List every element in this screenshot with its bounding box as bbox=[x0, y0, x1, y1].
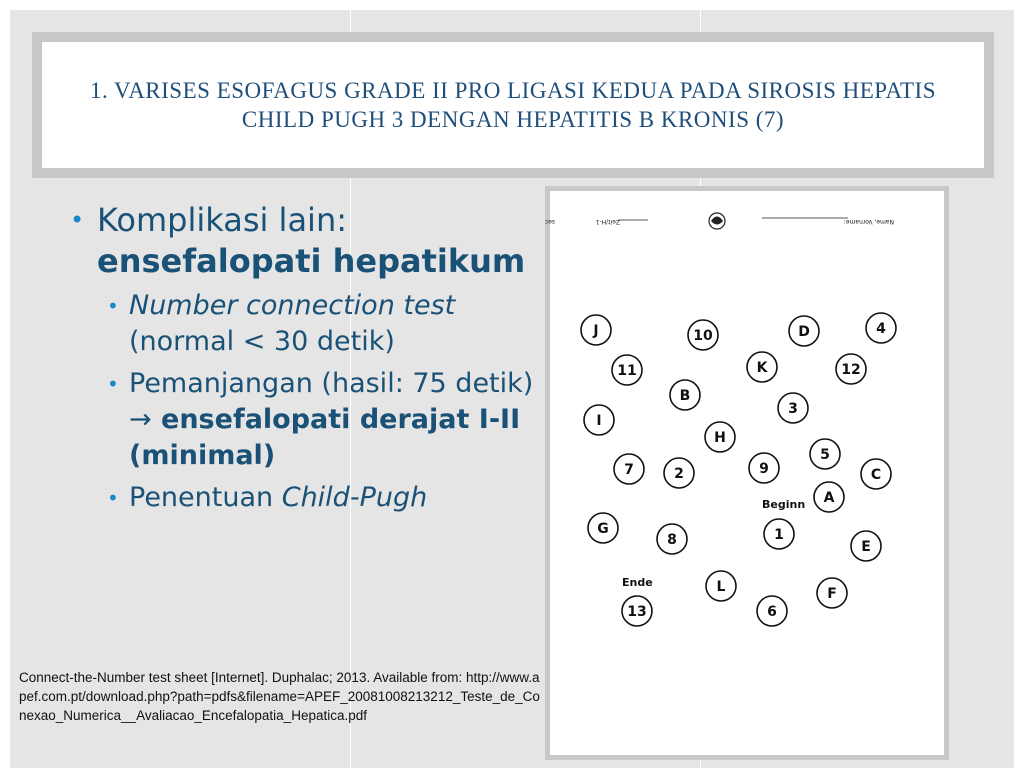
sub-bullet-text: Penentuan bbox=[129, 482, 282, 513]
sub-bullet-item bbox=[70, 480, 540, 516]
bullet-dot-icon: • bbox=[70, 206, 85, 234]
arrow-icon: → bbox=[129, 404, 152, 435]
name-label: Name, Vorname: bbox=[843, 218, 894, 225]
test-circle-label: 3 bbox=[788, 401, 798, 417]
test-circle-label: 13 bbox=[627, 604, 647, 620]
test-circle-label: K bbox=[756, 360, 768, 376]
sheet-header bbox=[545, 213, 894, 229]
sub-bullet-text: (normal < 30 detik) bbox=[129, 326, 395, 357]
test-circle-label: G bbox=[597, 521, 609, 537]
sub-bullet-item bbox=[70, 366, 540, 474]
test-circle-label: B bbox=[679, 388, 691, 404]
bullet-item bbox=[70, 200, 540, 282]
bullet-dot-icon: • bbox=[107, 294, 119, 318]
test-circle-label: 12 bbox=[841, 362, 861, 378]
test-circle-label: 5 bbox=[820, 447, 830, 463]
test-circle-label: A bbox=[823, 490, 835, 506]
time-unit-label: sec bbox=[544, 218, 555, 225]
test-circle-label: 4 bbox=[876, 321, 886, 337]
sub-bullet-italic: Child-Pugh bbox=[281, 482, 428, 513]
test-circle-label: F bbox=[827, 586, 837, 602]
slide bbox=[10, 10, 1014, 768]
test-circle-label: 2 bbox=[674, 466, 684, 482]
sub-bullet-italic: Number connection test bbox=[129, 290, 456, 321]
bullet-text: Komplikasi lain: bbox=[97, 201, 347, 239]
sub-bullet-text: Pemanjangan (hasil: 75 detik) bbox=[129, 368, 534, 399]
time-label: Zeit/H-1 bbox=[595, 218, 620, 225]
test-circle-label: I bbox=[596, 413, 602, 429]
test-circle-label: 10 bbox=[693, 328, 713, 344]
title-box bbox=[42, 42, 984, 168]
bullet-dot-icon: • bbox=[107, 486, 119, 510]
end-label: Ende bbox=[622, 576, 653, 589]
test-circle-label: J bbox=[593, 323, 599, 339]
logo-icon bbox=[709, 213, 725, 229]
test-circle-label: 7 bbox=[624, 462, 634, 478]
test-circle-label: 11 bbox=[617, 363, 637, 379]
test-circle-label: 9 bbox=[759, 461, 769, 477]
test-sheet-image bbox=[545, 186, 949, 760]
sub-bullet-item bbox=[70, 288, 540, 360]
test-circle-label: H bbox=[714, 430, 726, 446]
test-circle-label: C bbox=[870, 467, 882, 483]
test-circle-label: L bbox=[716, 579, 726, 595]
test-circle-label: 8 bbox=[667, 532, 677, 548]
bullet-dot-icon: • bbox=[107, 372, 119, 396]
test-circle-label: 1 bbox=[774, 527, 784, 543]
reference-citation: Connect-the-Number test sheet [Internet]. Duphalac; 2013. Available from: http://www.apef.com.pt/download.php?path=pdfs&filename=APEF_20081008213212_Teste_de_Conexao_Numerica__Avaliacao_Encefalopatia_Hepatica.pdf bbox=[19, 670, 540, 723]
number-connection-test-sheet bbox=[544, 191, 944, 755]
test-circle-label: 6 bbox=[767, 604, 777, 620]
slide-title: 1. VARISES ESOFAGUS GRADE II PRO LIGASI KEDUA PADA SIROSIS HEPATIS CHILD PUGH 3 DENGAN HEPATITIS B KRONIS (7) bbox=[89, 78, 937, 132]
test-circle-label: E bbox=[861, 539, 871, 555]
sub-bullet-bold-text: ensefalopati derajat I-II (minimal) bbox=[129, 404, 521, 471]
bullet-bold-text: ensefalopati hepatikum bbox=[97, 242, 526, 280]
bullet-list bbox=[70, 200, 540, 516]
start-label: Beginn bbox=[762, 498, 806, 511]
test-circle-label: D bbox=[798, 324, 810, 340]
